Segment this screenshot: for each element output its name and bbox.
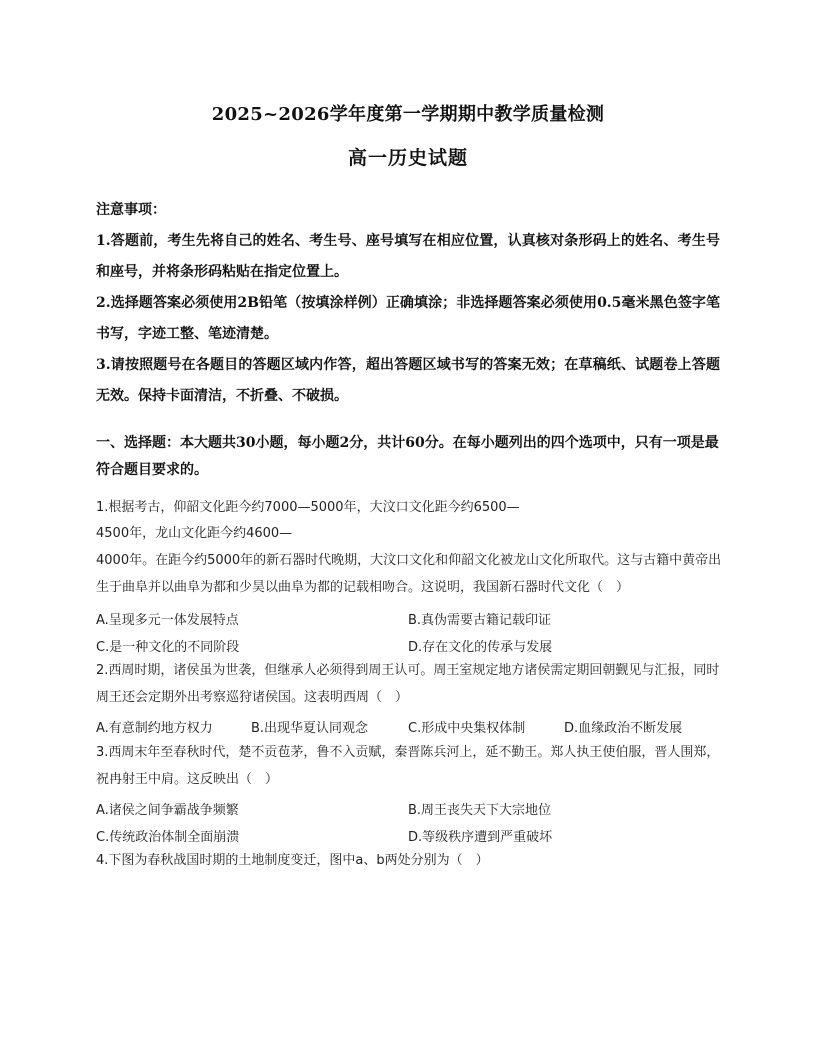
question-1-line-3: 4000年。在距今约5000年的新石器时代晚期，大汶口文化和仰韶文化被龙山文化所取代。这与古籍中黄帝出生于曲阜并以曲阜为都和少昊以曲阜为都的记载相吻合。这说明，我国新石器时代文化（ ）	[96, 553, 722, 595]
question-1-line-2: 4500年，龙山文化距今约4600—	[96, 526, 293, 541]
question-1-option-d: D.存在文化的传承与发展	[408, 640, 553, 655]
question-3-option-d: D.等级秩序遭到严重破坏	[408, 830, 553, 845]
question-3-option-b: B.周王丧失天下大宗地位	[408, 803, 552, 818]
question-2-option-b: B.出现华夏认同观念	[251, 721, 369, 736]
exam-subject-title: 高一历史试题	[347, 147, 468, 169]
notice-item-2: 2.选择题答案必须使用2B铅笔（按填涂样例）正确填涂；非选择题答案必须使用0.5毫米黑色签字笔书写，字迹工整、笔迹清楚。	[96, 295, 720, 342]
question-3-stem: 3.西周末年至春秋时代，楚不贡苞茅，鲁不入贡赋，秦晋陈兵河上，延不勤王。郑人执王使伯服，晋人围郑，祝冉射王中肩。这反映出（ ）	[96, 745, 720, 787]
question-2-option-a: A.有意制约地方权力	[96, 721, 213, 736]
notice-item-3: 3.请按照题号在各题目的答题区域内作答，超出答题区域书写的答案无效；在草稿纸、试题卷上答题无效。保持卡面清洁，不折叠、不破损。	[96, 357, 720, 404]
question-4-stem: 4.下图为春秋战国时期的土地制度变迁，图中a、b两处分别为（ ）	[96, 853, 489, 868]
question-2-stem: 2.西周时期，诸侯虽为世袭，但继承人必须得到周王认可。周王室规定地方诸侯需定期回朝觐见与汇报，同时周王还会定期外出考察巡狩诸侯国。这表明西周（ ）	[96, 663, 720, 705]
question-3-option-a: A.诸侯之间争霸战争频繁	[96, 803, 239, 818]
question-1-option-a: A.呈现多元一体发展特点	[96, 613, 239, 628]
question-1-line-1: 1.根据考古，仰韶文化距今约7000—5000年，大汶口文化距今约6500—	[96, 500, 520, 515]
question-2-option-c: C.形成中央集权体制	[408, 721, 526, 736]
notice-heading: 注意事项：	[96, 202, 166, 218]
section-heading: 一、选择题：本大题共30小题，每小题2分，共计60分。在每小题列出的四个选项中，只有一项是最符合题目要求的。	[96, 435, 719, 478]
question-1-option-b: B.真伪需要古籍记载印证	[408, 613, 552, 628]
question-3-option-c: C.传统政治体制全面崩溃	[96, 830, 240, 845]
exam-title: 2025~2026学年度第一学期期中教学质量检测	[211, 104, 605, 125]
question-2-option-d: D.血缘政治不断发展	[564, 721, 683, 736]
notice-item-1: 1.答题前，考生先将自己的姓名、考生号、座号填写在相应位置，认真核对条形码上的姓名、考生号和座号，并将条形码粘贴在指定位置上。	[96, 233, 720, 280]
question-1-option-c: C.是一种文化的不同阶段	[96, 640, 240, 655]
